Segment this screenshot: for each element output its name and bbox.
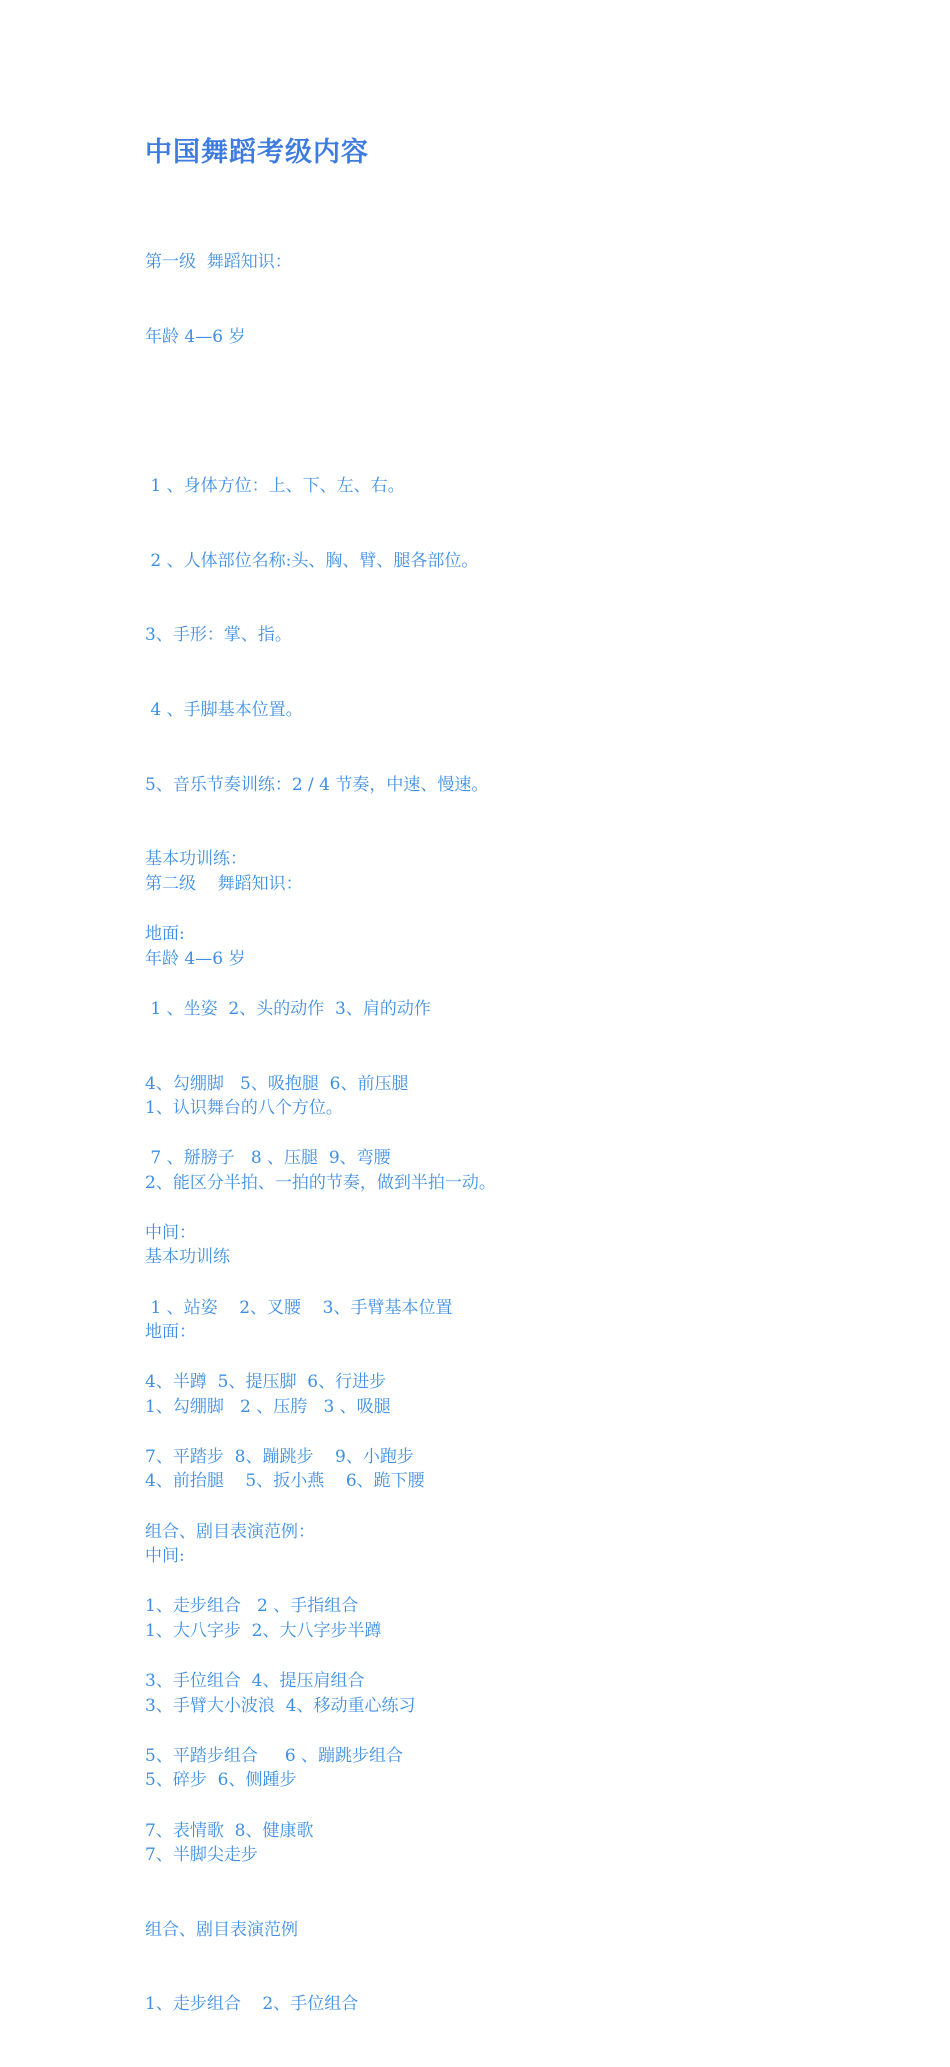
level-2-age: 年龄 4—6 岁	[145, 948, 246, 969]
knowledge-item: 1 、身体方位：上、下、左、右。	[145, 475, 405, 496]
center-item: 4、半蹲 5、提压脚 6、行进步	[145, 1372, 387, 1393]
level-1-heading: 第一级 舞蹈知识：	[145, 251, 292, 272]
knowledge-item: 3、手形：掌、指。	[145, 625, 292, 646]
center-label: 中间:	[145, 1546, 185, 1567]
level-1-age: 年龄 4—6 岁	[145, 326, 246, 347]
center-item: 1、大八字步 2、大八字步半蹲	[145, 1620, 382, 1641]
document-title: 中国舞蹈考级内容	[145, 137, 369, 168]
floor-label: 地面:	[145, 924, 185, 945]
blank-line	[145, 399, 488, 424]
combo-label: 组合、剧目表演范例：	[145, 1521, 315, 1542]
level-2-heading: 第二级 舞蹈知识：	[145, 873, 303, 894]
center-item: 7、半脚尖走步	[145, 1844, 258, 1865]
floor-label: 地面：	[145, 1322, 196, 1343]
blank-line	[145, 1021, 496, 1046]
center-item: 1 、站姿 2、叉腰 3、手臂基本位置	[145, 1297, 453, 1318]
floor-item: 4、勾绷脚 5、吸抱腿 6、前压腿	[145, 1073, 409, 1094]
combo-item: 5、平踏步组合 6 、蹦跳步组合	[145, 1745, 404, 1766]
floor-item: 1 、坐姿 2、头的动作 3、肩的动作	[145, 998, 431, 1019]
basic-training-label: 基本功训练	[145, 1247, 230, 1268]
knowledge-item: 2、能区分半拍、一拍的节奏，做到半拍一动。	[145, 1172, 496, 1193]
floor-item: 4、前抬腿 5、扳小燕 6、跪下腰	[145, 1471, 425, 1492]
combo-item: 1、走步组合 2 、手指组合	[145, 1596, 359, 1617]
floor-item: 1、勾绷脚 2 、压胯 3 、吸腿	[145, 1396, 391, 1417]
center-label: 中间：	[145, 1222, 196, 1243]
level-2-section	[145, 822, 496, 2067]
center-item: 5、碎步 6、侧踵步	[145, 1770, 297, 1791]
floor-item: 7 、掰膀子 8 、压腿 9、弯腰	[145, 1148, 391, 1169]
knowledge-item: 2 、人体部位名称:头、胸、臂、腿各部位。	[145, 550, 479, 571]
combo-item: 7、表情歌 8、健康歌	[145, 1820, 314, 1841]
knowledge-item: 4 、手脚基本位置。	[145, 700, 303, 721]
center-item: 3、手臂大小波浪 4、移动重心练习	[145, 1695, 416, 1716]
knowledge-item: 1、认识舞台的八个方位。	[145, 1097, 343, 1118]
combo-item: 1、走步组合 2、手位组合	[145, 1994, 359, 2015]
basic-training-label: 基本功训练：	[145, 849, 247, 870]
center-item: 7、平踏步 8、蹦跳步 9、小跑步	[145, 1447, 414, 1468]
knowledge-item: 5、音乐节奏训练：2 / 4 节奏，中速、慢速。	[145, 774, 489, 795]
combo-item: 3、手位组合 4、提压肩组合	[145, 1671, 365, 1692]
combo-label: 组合、剧目表演范例	[145, 1919, 298, 1940]
